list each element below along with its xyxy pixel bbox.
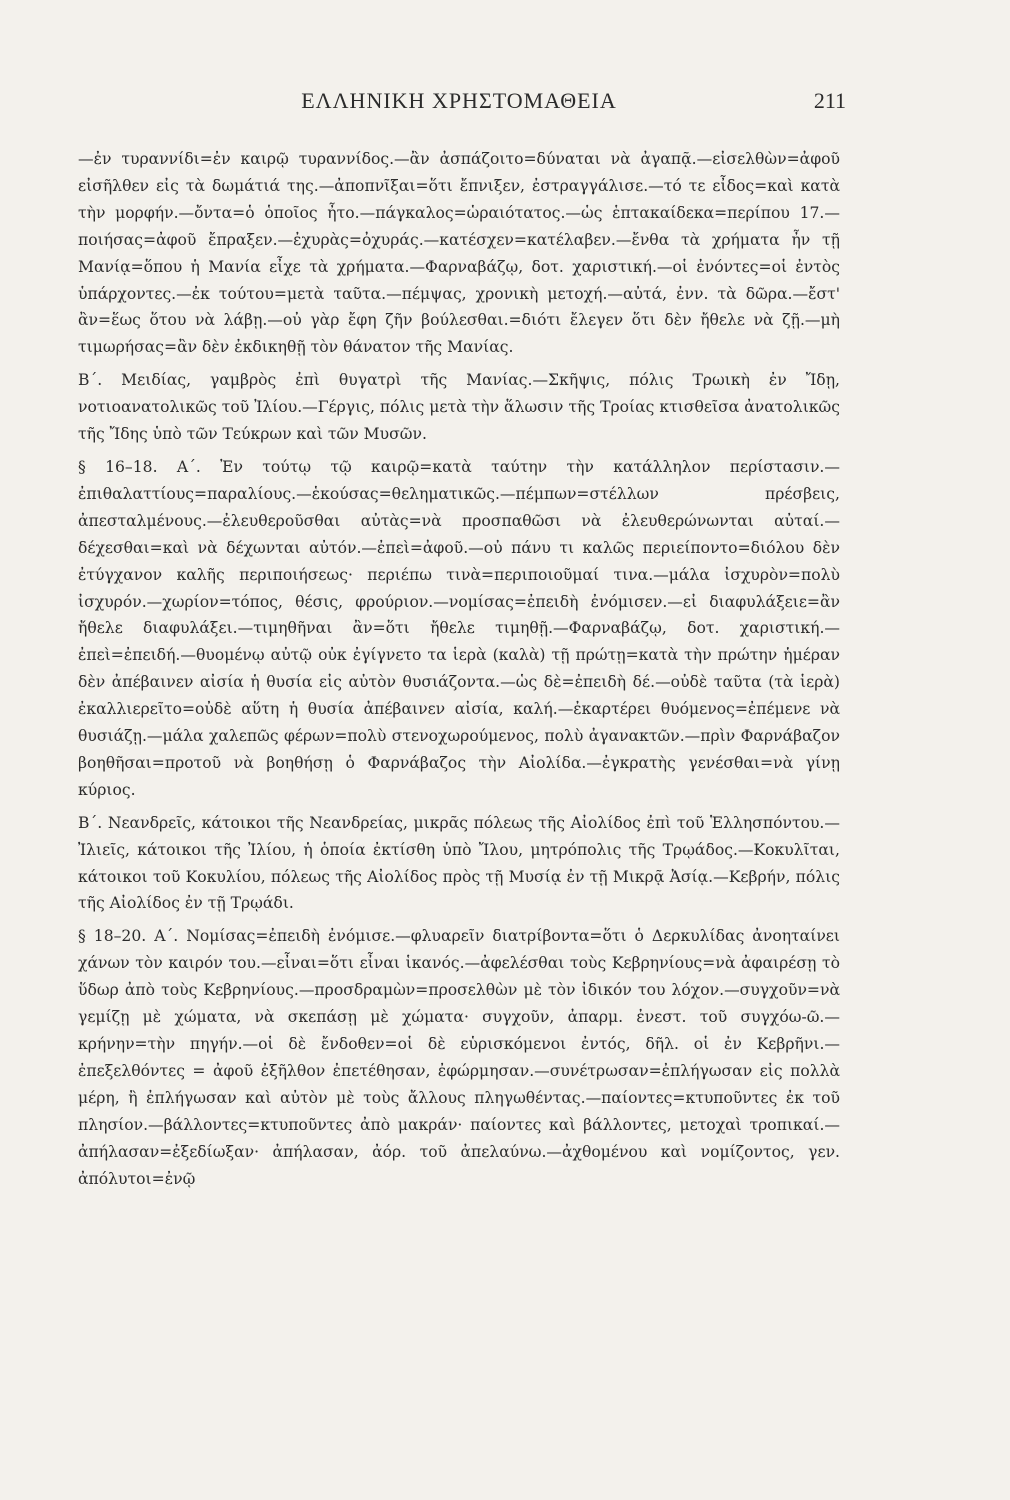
paragraph-neandreis: Β΄. Νεανδρεῖς, κάτοικοι τῆς Νεανδρείας, μικρᾶς πόλεως τῆς Αἰολίδος ἐπὶ τοῦ Ἑλλησπόντου.—Ἰλιεῖς, κάτοικοι τῆς Ἰλίου, ἡ ὁποία ἐκτίσθη ὑπὸ Ἴλου, μητρόπολις τῆς Τρῳάδος.—Κοκυλῖται, κάτοικοι τοῦ Κοκυλίου, πόλεως τῆς Αἰολίδος πρὸς τῇ Μυσίᾳ ἐν τῇ Μικρᾷ Ἀσίᾳ.—Κεβρήν, πόλις τῆς Αἰολίδος ἐν τῇ Τρῳάδι. [78, 813, 840, 913]
paragraph-meidias: Β΄. Μειδίας, γαμβρὸς ἐπὶ θυγατρὶ τῆς Μανίας.—Σκῆψις, πόλις Τρωικὴ ἐν Ἴδῃ, νοτιοανατολικῶς τοῦ Ἰλίου.—Γέργις, πόλις μετὰ τὴν ἅλωσιν τῆς Τροίας κτισθεῖσα ἀνατολικῶς τῆς Ἴδης ὑπὸ τῶν Τεύκρων καὶ τῶν Μυσῶν. [78, 371, 840, 444]
page-title: ΕΛΛΗΝΙΚΗ ΧΡΗΣΤΟΜΑΘΕΙΑ [301, 88, 617, 113]
paragraph-section-16-18: § 16–18. Α΄. Ἐν τούτῳ τῷ καιρῷ=κατὰ ταύτην τὴν κατάλληλον περίστασιν.—ἐπιθαλαττίους=παραλίους.—ἑκούσας=θεληματικῶς.—πέμπων=στέλλων πρέσβεις, ἀπεσταλμένους.—ἐλευθεροῦσθαι αὐτὰς=νὰ προσπαθῶσι νὰ ἐλευθερώνωνται αὐταί.—δέχεσθαι=καὶ νὰ δέχωνται αὐτόν.—ἐπεὶ=ἀφοῦ.—οὐ πάνυ τι καλῶς περιείποντο=διόλου δὲν ἐτύγχανον καλῆς περιποιήσεως· περιέπω τινὰ=περιποιοῦμαί τινα.—μάλα ἰσχυρὸν=πολὺ ἰσχυρόν.—χωρίον=τόπος, θέσις, φρούριον.—νομίσας=ἐπειδὴ ἐνόμισεν.—εἰ διαφυλάξειε=ἂν ἤθελε διαφυλάξει.—τιμηθῆναι ἂν=ὅτι ἤθελε τιμηθῇ.—Φαρναβάζῳ, δοτ. χαριστική.—ἐπεὶ=ἐπειδή.—θυομένῳ αὐτῷ οὐκ ἐγίγνετο τα ἱερὰ (καλὰ) τῇ πρώτῃ=κατὰ τὴν πρώτην ἡμέραν δὲν ἀπέβαινεν αἰσία ἡ θυσία εἰς αὐτὸν θυσιάζοντα.—ὡς δὲ=ἐπειδὴ δέ.—οὐδὲ ταῦτα (τὰ ἱερὰ) ἐκαλλιερεῖτο=οὐδὲ αὕτη ἡ θυσία ἀπέβαινεν αἰσία, καλή.—ἐκαρτέρει θυόμενος=ἐπέμενε νὰ θυσιάζῃ.—μάλα χαλεπῶς φέρων=πολὺ στενοχωρούμενος, πολὺ ἀγανακτῶν.—πρὶν Φαρνάβαζον βοηθῆσαι=προτοῦ νὰ βοηθήσῃ ὁ Φαρνάβαζος τὴν Αἰολίδα.—ἐγκρατὴς γενέσθαι=νὰ γίνῃ κύριος. [78, 457, 840, 799]
running-head [78, 88, 846, 128]
paragraph-section-18-20: § 18–20. Α΄. Νομίσας=ἐπειδὴ ἐνόμισε.—φλυαρεῖν διατρίβοντα=ὅτι ὁ Δερκυλίδας ἀνοηταίνει χάνων τὸν καιρόν του.—εἶναι=ὅτι εἶναι ἱκανός.—ἀφελέσθαι τοὺς Κεβρηνίους=νὰ ἀφαιρέσῃ τὸ ὕδωρ ἀπὸ τοὺς Κεβρηνίους.—προσδραμὼν=προσελθὼν μὲ τὸν ἰδικόν του λόχον.—συγχοῦν=νὰ γεμίζῃ μὲ χώματα, νὰ σκεπάσῃ μὲ χώματα· συγχοῦν, ἀπαρμ. ἐνεστ. τοῦ συγχόω-ῶ.—κρήνην=τὴν πηγήν.—οἱ δὲ ἔνδοθεν=οἱ δὲ εὑρισκόμενοι ἐντός, δῆλ. οἱ ἐν Κεβρῆνι.—ἐπεξελθόντες = ἀφοῦ ἐξῆλθον ἐπετέθησαν, ἐφώρμησαν.—συνέτρωσαν=ἐπλήγωσαν εἰς πολλὰ μέρη, ἢ ἐπλήγωσαν καὶ αὐτὸν μὲ τοὺς ἄλλους πληγωθέντας.—παίοντες=κτυποῦντες ἐκ τοῦ πλησίον.—βάλλοντες=κτυποῦντες ἀπὸ μακράν· παίοντες καὶ βάλλοντες, μετοχαὶ τροπικαί.—ἀπήλασαν=ἐξεδίωξαν· ἀπήλασαν, ἀόρ. τοῦ ἀπελαύνω.—ἀχθομένου καὶ νομίζοντος, γεν. ἀπόλυτοι=ἐνῷ [78, 927, 840, 1188]
paragraph-notes-tyranny: —ἐν τυραννίδι=ἐν καιρῷ τυραννίδος.—ἂν ἀσπάζοιτο=δύναται νὰ ἀγαπᾷ.—εἰσελθὼν=ἀφοῦ εἰσῆλθεν εἰς τὰ δωμάτιά της.—ἀποπνῖξαι=ὅτι ἔπνιξεν, ἐστραγγάλισε.—τό τε εἶδος=καὶ κατὰ τὴν μορφήν.—ὄντα=ὁ ὁποῖος ἦτο.—πάγκαλος=ὡραιότατος.—ὡς ἑπτακαίδεκα=περίπου 17.—ποιήσας=ἀφοῦ ἔπραξεν.—ἐχυρὰς=ὀχυράς.—κατέσχεν=κατέλαβεν.—ἔνθα τὰ χρήματα ἦν τῇ Μανίᾳ=ὅπου ἡ Μανία εἶχε τὰ χρήματα.—Φαρναβάζῳ, δοτ. χαριστική.—οἱ ἐνόντες=οἱ ἐντὸς ὑπάρχοντες.—ἐκ τούτου=μετὰ ταῦτα.—πέμψας, χρονικὴ μετοχή.—αὐτά, ἐνν. τὰ δῶρα.—ἔστ' ἂν=ἕως ὅτου νὰ λάβῃ.—οὐ γὰρ ἔφη ζῆν βούλεσθαι.=διότι ἔλεγεν ὅτι δὲν ἤθελε νὰ ζῇ.—μὴ τιμωρήσας=ἂν δὲν ἐκδικηθῇ τὸν θάνατον τῆς Μανίας. [78, 150, 840, 357]
page-number: 211 [813, 88, 846, 113]
